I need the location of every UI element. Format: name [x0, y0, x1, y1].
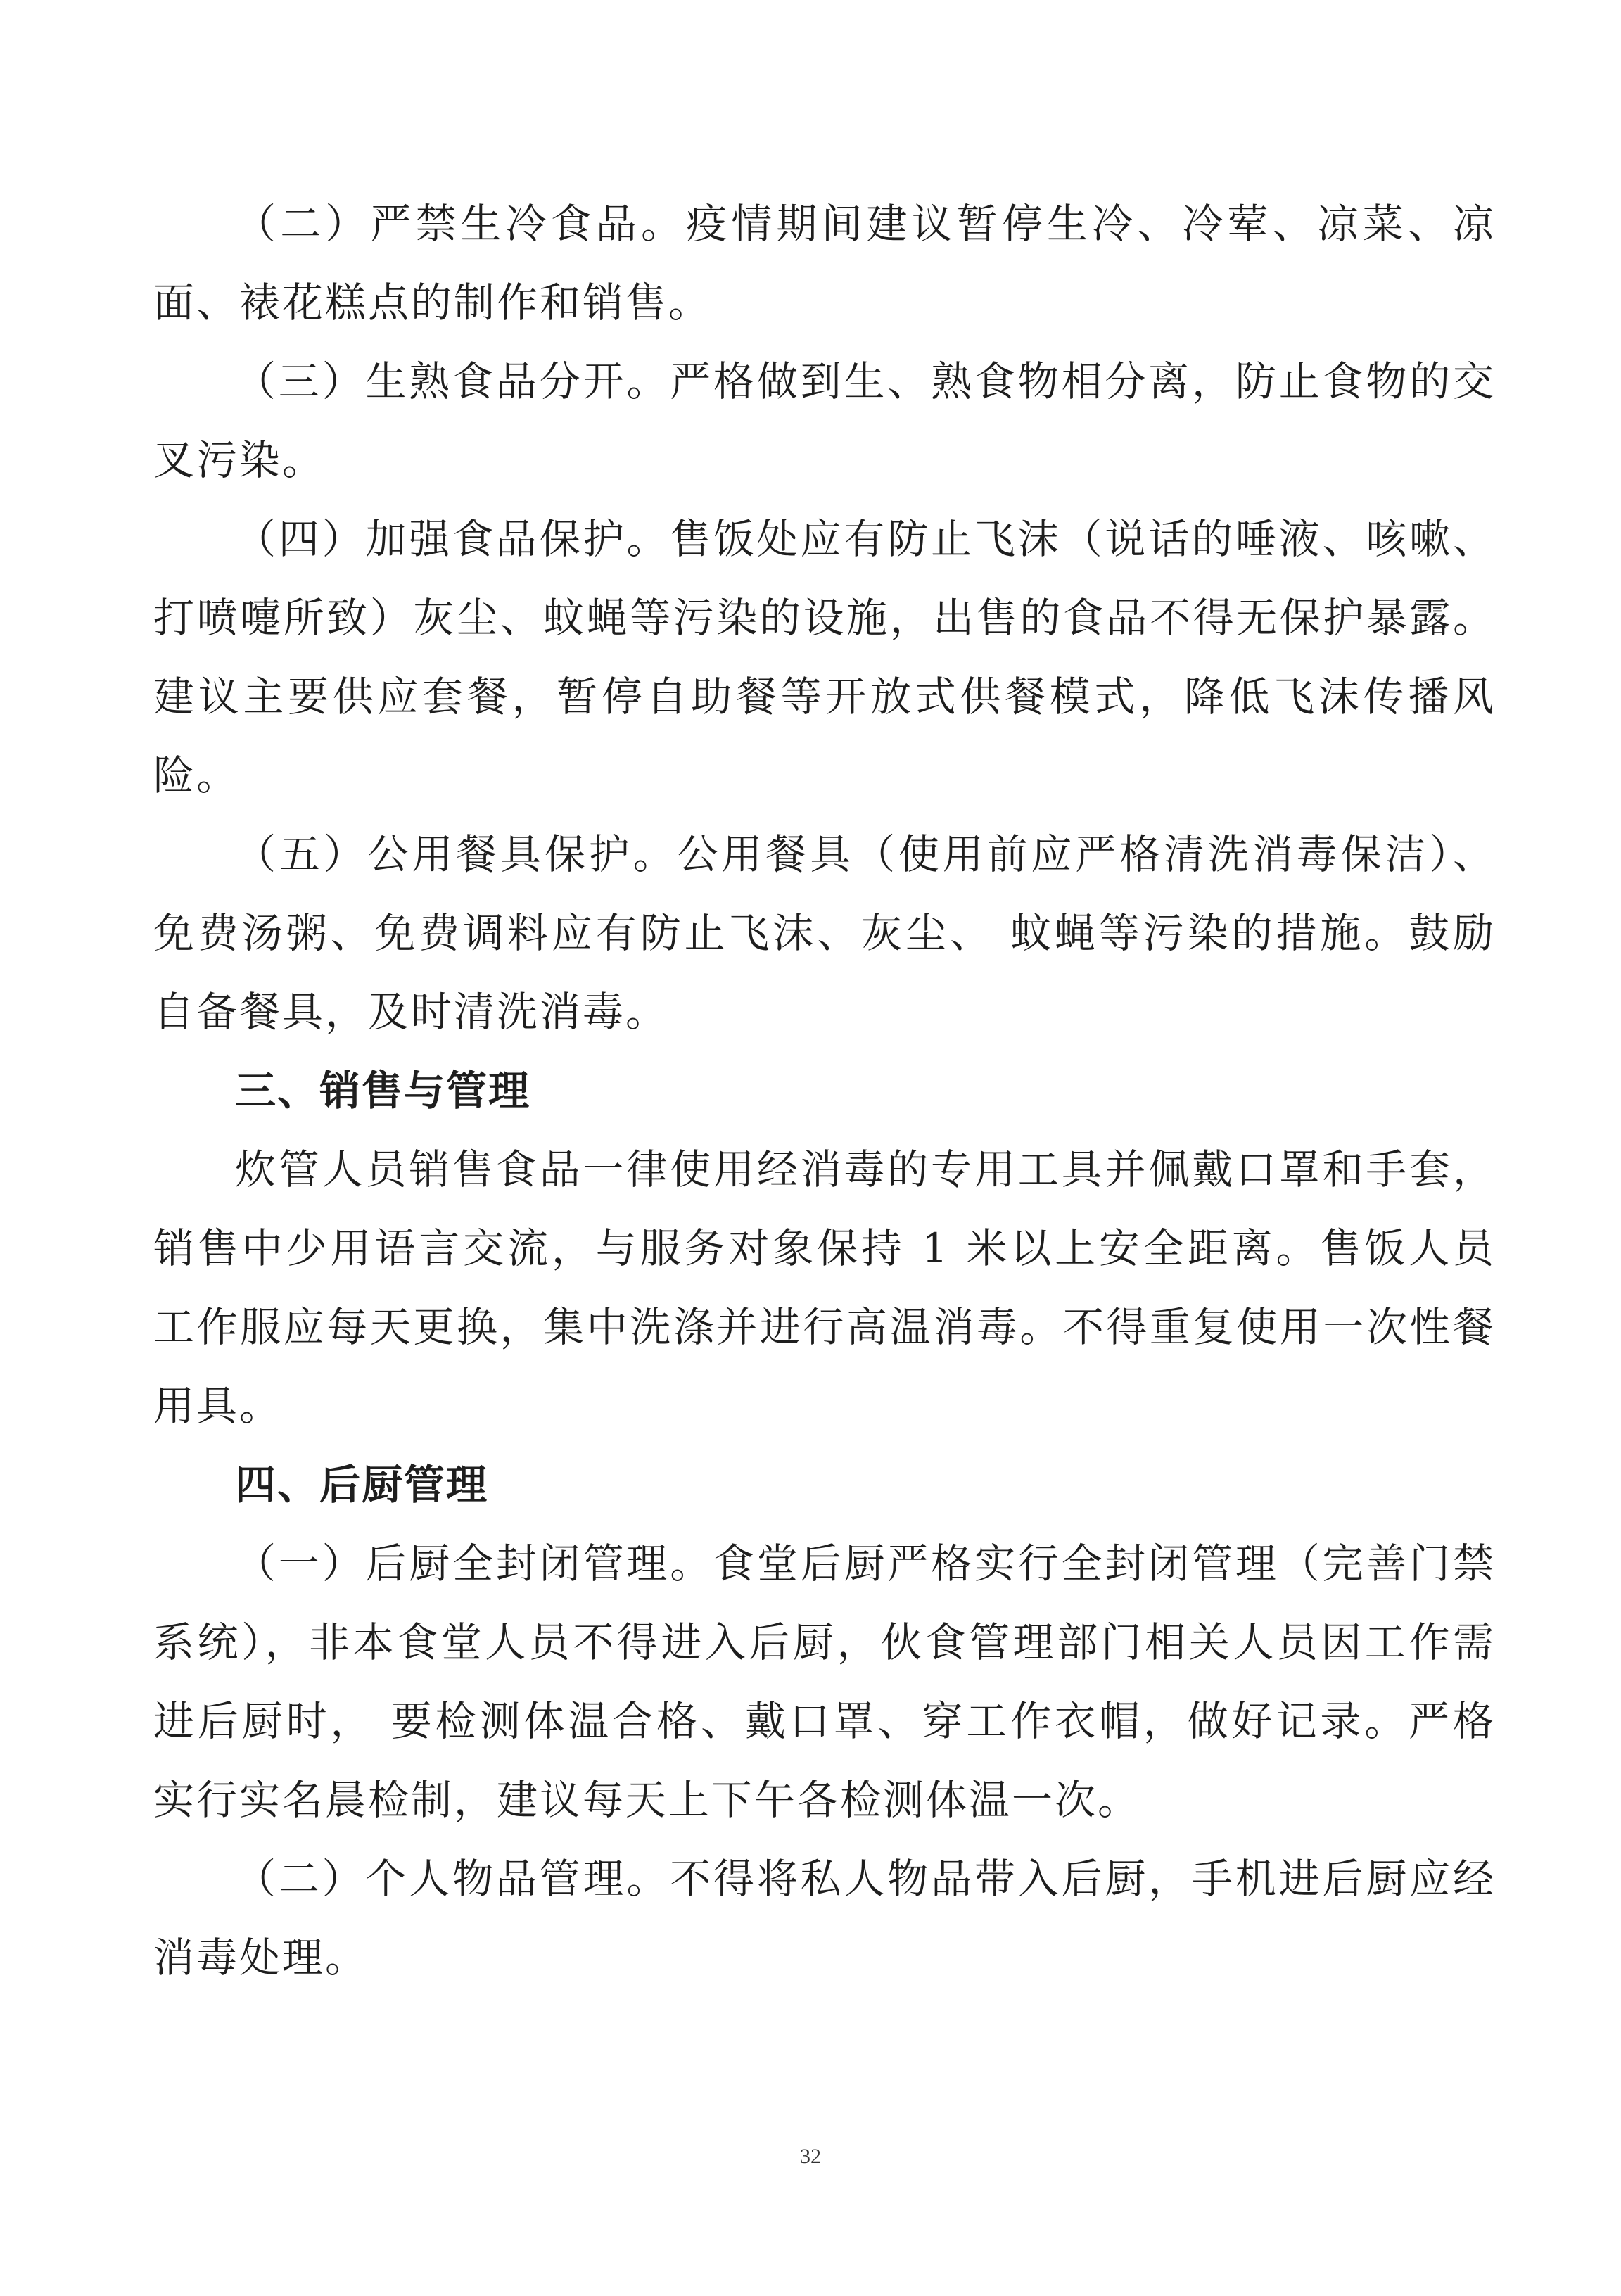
- paragraph-separate-raw-cooked: （三）生熟食品分开。严格做到生、熟食物相分离，防止食物的交叉污染。: [153, 357, 1496, 484]
- page-number: 32: [800, 2145, 821, 2168]
- paragraph-kitchen-closed: （一）后厨全封闭管理。食堂后厨严格实行全封闭管理（完善门禁系统），非本食堂人员不得进入后厨，伙食管理部门相关人员因工作需进后厨时， 要检测体温合格、戴口罩、穿工作衣帽，做好记录。严格实行实名晨检制，建议每天上下午各检测体温一次。: [153, 1540, 1496, 1824]
- section-heading-sales: 三、销售与管理: [235, 1067, 531, 1115]
- paragraph-sales-management: 炊管人员销售食品一律使用经消毒的专用工具并佩戴口罩和手套，销售中少用语言交流，与服务对象保持 1 米以上安全距离。售饭人员工作服应每天更换，集中洗涤并进行高温消毒。不得重复使用一次性餐用具。: [153, 1146, 1496, 1430]
- paragraph-no-cold-food: （二）严禁生冷食品。疫情期间建议暂停生冷、冷荤、凉菜、凉面、裱花糕点的制作和销售。: [153, 200, 1496, 326]
- section-heading-kitchen: 四、后厨管理: [235, 1461, 489, 1509]
- paragraph-public-tableware: （五）公用餐具保护。公用餐具（使用前应严格清洗消毒保洁）、免费汤粥、免费调料应有防止飞沫、灰尘、 蚊蝇等污染的措施。鼓励自备餐具，及时清洗消毒。: [153, 830, 1496, 1036]
- paragraph-food-protection: （四）加强食品保护。售饭处应有防止飞沫（说话的唾液、咳嗽、打喷嚏所致）灰尘、蚊蝇等污染的设施，出售的食品不得无保护暴露。建议主要供应套餐，暂停自助餐等开放式供餐模式，降低飞沫传播风险。: [153, 515, 1496, 799]
- page-content: [153, 184, 1496, 1997]
- paragraph-personal-items: （二）个人物品管理。不得将私人物品带入后厨，手机进后厨应经消毒处理。: [153, 1855, 1496, 1981]
